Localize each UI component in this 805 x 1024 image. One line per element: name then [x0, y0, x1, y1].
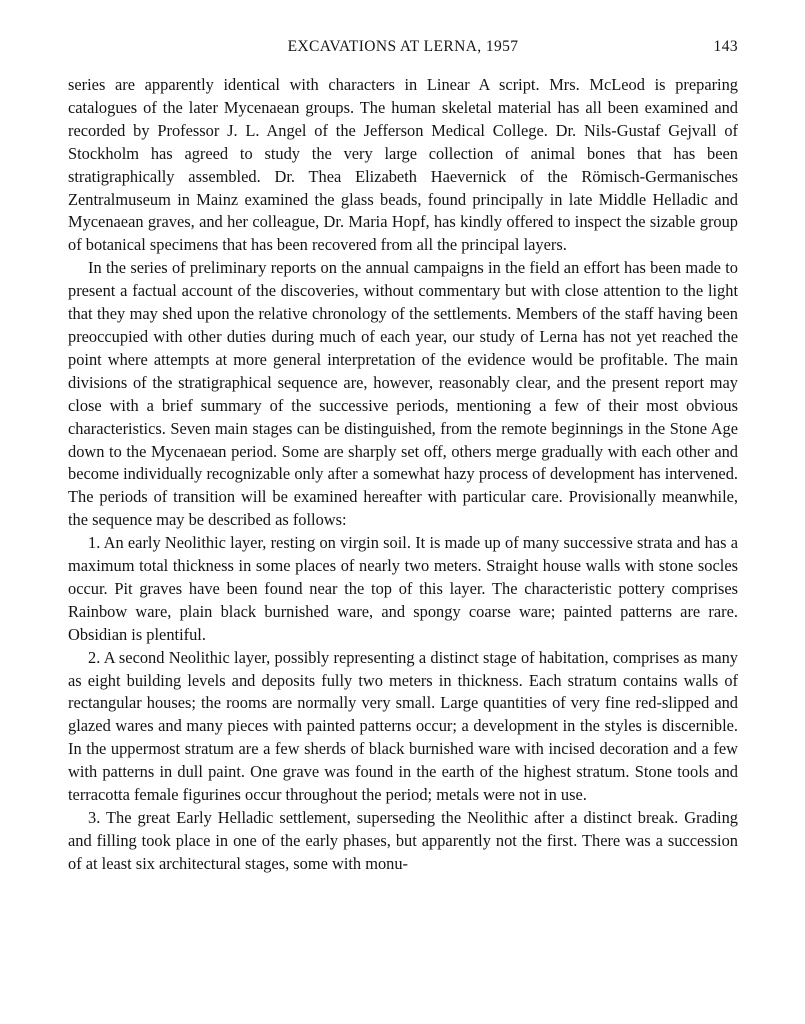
paragraph-item-1: 1. An early Neolithic layer, resting on virgin soil. It is made up of many successive strata and has a maximum total thickness in some places of nearly two meters. Straight house walls with stone socles occur. Pit graves have been found near the top of this layer. The characteristic pottery comprises Rainbow ware, plain black burnished ware, and spongy coarse ware; painted patterns are rare. Obsidian is plentiful.: [68, 533, 738, 644]
running-head: [68, 36, 738, 58]
document-page: [68, 36, 738, 876]
body-text: [68, 74, 738, 876]
paragraph-continued: series are apparently identical with characters in Linear A script. Mrs. McLeod is preparing catalogues of the later Mycenaean groups. The human skeletal material has all been examined and recorded by Professor J. L. Angel of the Jefferson Medical College. Dr. Nils-Gustaf Gejvall of Stockholm has agreed to study the very large collection of animal bones that has been stratigraphically assembled. Dr. Thea Elizabeth Haevernick of the Römisch-Germanisches Zentralmuseum in Mainz examined the glass beads, found principally in late Middle Helladic and Mycenaean graves, and her colleague, Dr. Maria Hopf, has kindly offered to inspect the sizable group of botanical specimens that has been recovered from all the principal layers.: [68, 75, 738, 255]
paragraph-preliminary-reports: In the series of preliminary reports on the annual campaigns in the field an effort has been made to present a factual account of the discoveries, without commentary but with close attention to the light that they may shed upon the relative chronology of the settlements. Members of the staff having been preoccupied with other duties during much of each year, our study of Lerna has not yet reached the point where attempts at more general interpretation of the evidence would be profitable. The main divisions of the stratigraphical sequence are, however, reasonably clear, and the present report may close with a brief summary of the successive periods, mentioning a few of their most obvious characteristics. Seven main stages can be distinguished, from the remote beginnings in the Stone Age down to the Mycenaean period. Some are sharply set off, others merge gradually with each other and become individually recognizable only after a somewhat hazy process of development has intervened. The periods of transition will be examined hereafter with particular care. Provisionally meanwhile, the sequence may be described as follows:: [68, 258, 738, 530]
running-title: EXCAVATIONS AT LERNA, 1957: [287, 38, 519, 55]
paragraph-item-3: 3. The great Early Helladic settlement, superseding the Neolithic after a distinct break. Grading and filling took place in one of the early phases, but apparently not the first. There was a succession of at least six architectural stages, some with monu-: [68, 808, 738, 873]
page-number: 143: [713, 38, 738, 55]
paragraph-item-2: 2. A second Neolithic layer, possibly representing a distinct stage of habitation, comprises as many as eight building levels and deposits fully two meters in thickness. Each stratum contains walls of rectangular houses; the rooms are normally very small. Large quantities of very fine red-slipped and glazed wares and many pieces with painted patterns occur; a development in the styles is discernible. In the uppermost stratum are a few sherds of black burnished ware with incised decoration and a few with patterns in dull paint. One grave was found in the earth of the highest stratum. Stone tools and terracotta female figurines occur throughout the period; metals were not in use.: [68, 647, 738, 805]
